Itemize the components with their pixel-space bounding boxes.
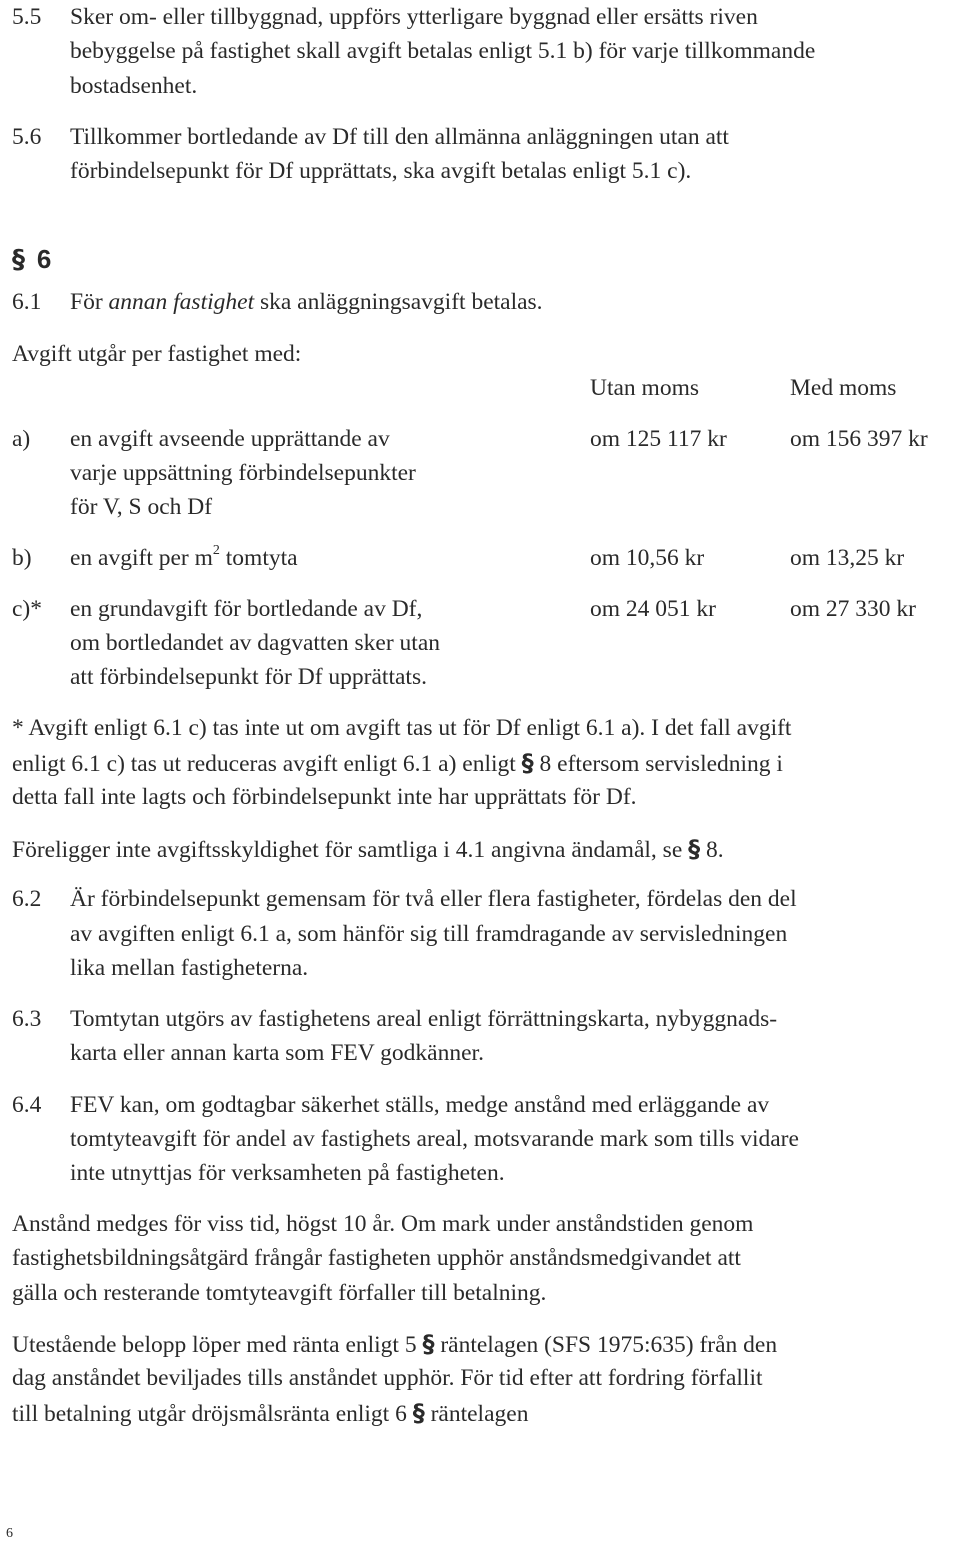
text-line: Anstånd medges för viss tid, högst 10 år. Om mark under anståndstiden genom bbox=[12, 1211, 754, 1237]
text-run: enligt 6.1 c) tas ut reduceras avgift enligt 6.1 a) enligt bbox=[12, 751, 522, 777]
row-text bbox=[70, 541, 298, 576]
text-run: För bbox=[70, 289, 109, 315]
section-number: 6.3 bbox=[12, 1006, 42, 1032]
text-line: dag anståndet beviljades tills anståndet upphör. För tid efter att fordring förfallit bbox=[12, 1365, 763, 1391]
paragraph-sign: § bbox=[422, 1330, 435, 1358]
text-run: en avgift per m bbox=[70, 545, 213, 571]
text-line: gälla och resterande tomtyteavgift förfaller till betalning. bbox=[12, 1280, 547, 1306]
text-line: FEV kan, om godtagbar säkerhet ställs, medge anstånd med erläggande av bbox=[70, 1092, 770, 1118]
text-line bbox=[12, 832, 724, 868]
page-number: 6 bbox=[6, 1526, 13, 1541]
text-line: Är förbindelsepunkt gemensam för två eller flera fastigheter, fördelas den del bbox=[70, 886, 797, 912]
text-run: till betalning utgår dröjsmålsränta enligt 6 bbox=[12, 1401, 413, 1427]
column-header: Med moms bbox=[790, 375, 897, 401]
text-line bbox=[12, 746, 783, 782]
row-text: varje uppsättning förbindelsepunkter bbox=[70, 460, 416, 486]
price-incl-vat: om 156 397 kr bbox=[790, 426, 928, 452]
paragraph-sign: § bbox=[412, 1399, 425, 1427]
text-line: Tillkommer bortledande av Df till den allmänna anläggningen utan att bbox=[70, 124, 729, 150]
row-label: c)* bbox=[12, 596, 43, 622]
paragraph-sign: § bbox=[521, 749, 534, 777]
text-run: räntelagen bbox=[424, 1401, 529, 1427]
paragraph-sign: § bbox=[688, 835, 701, 863]
text-line: Tomtytan utgörs av fastighetens areal enligt förrättningskarta, nybyggnads- bbox=[70, 1006, 778, 1032]
section-number: 5.6 bbox=[12, 124, 42, 150]
price-incl-vat: om 27 330 kr bbox=[790, 596, 916, 622]
section-heading bbox=[12, 242, 51, 279]
superscript: 2 bbox=[212, 543, 220, 559]
price-excl-vat: om 10,56 kr bbox=[590, 545, 705, 571]
column-header: Utan moms bbox=[590, 375, 700, 401]
text-line: av avgiften enligt 6.1 a, som hänför sig till framdragande av servisledningen bbox=[70, 921, 788, 947]
text-run: 8. bbox=[700, 837, 724, 863]
price-incl-vat: om 13,25 kr bbox=[790, 545, 905, 571]
text-line: karta eller annan karta som FEV godkänner. bbox=[70, 1040, 484, 1066]
row-label: a) bbox=[12, 426, 31, 452]
emphasis: annan fastighet bbox=[108, 289, 255, 315]
text-line: bebyggelse på fastighet skall avgift betalas enligt 5.1 b) för varje tillkommande bbox=[70, 38, 816, 64]
text-line: inte utnyttjas för verksamheten på fastigheten. bbox=[70, 1160, 505, 1186]
text-line: tomtyteavgift för andel av fastighets areal, motsvarande mark som tills vidare bbox=[70, 1126, 799, 1152]
text-run: Utestående belopp löper med ränta enligt 5 bbox=[12, 1332, 423, 1358]
text-run: räntelagen (SFS 1975:635) från den bbox=[434, 1332, 778, 1358]
section-number: 6.4 bbox=[12, 1092, 42, 1118]
section-number: 6.1 bbox=[12, 289, 42, 315]
row-label: b) bbox=[12, 545, 32, 571]
heading-number: 6 bbox=[36, 244, 52, 274]
paragraph-sign: § bbox=[12, 245, 25, 275]
text-line: fastighetsbildningsåtgärd frångår fastigheten upphör anståndsmedgivandet att bbox=[12, 1245, 741, 1271]
text-line: lika mellan fastigheterna. bbox=[70, 955, 309, 981]
text-run: tomtyta bbox=[219, 545, 298, 571]
intro-text: Avgift utgår per fastighet med: bbox=[12, 341, 302, 367]
text-run: 8 eftersom servisledning i bbox=[533, 751, 783, 777]
price-excl-vat: om 125 117 kr bbox=[590, 426, 727, 452]
text-line: bostadsenhet. bbox=[70, 73, 198, 99]
row-text: för V, S och Df bbox=[70, 494, 213, 520]
text-line: Sker om- eller tillbyggnad, uppförs ytterligare byggnad eller ersätts riven bbox=[70, 4, 758, 30]
section-number: 6.2 bbox=[12, 886, 42, 912]
section-number: 5.5 bbox=[12, 4, 42, 30]
text-run: Föreligger inte avgiftsskyldighet för samtliga i 4.1 angivna ändamål, se bbox=[12, 837, 689, 863]
text-line: förbindelsepunkt för Df upprättats, ska avgift betalas enligt 5.1 c). bbox=[70, 158, 692, 184]
text-line: detta fall inte lagts och förbindelsepunkt inte har upprättats för Df. bbox=[12, 784, 637, 810]
row-text: en avgift avseende upprättande av bbox=[70, 426, 390, 452]
text-line bbox=[70, 285, 543, 320]
price-excl-vat: om 24 051 kr bbox=[590, 596, 716, 622]
text-line bbox=[12, 1327, 777, 1363]
row-text: att förbindelsepunkt för Df upprättats. bbox=[70, 664, 427, 690]
row-text: en grundavgift för bortledande av Df, bbox=[70, 596, 423, 622]
row-text: om bortledandet av dagvatten sker utan bbox=[70, 630, 440, 656]
text-line bbox=[12, 1396, 528, 1432]
text-line: * Avgift enligt 6.1 c) tas inte ut om avgift tas ut för Df enligt 6.1 a). I det fall avgift bbox=[12, 715, 792, 741]
text-run: ska anläggningsavgift betalas. bbox=[254, 289, 543, 315]
